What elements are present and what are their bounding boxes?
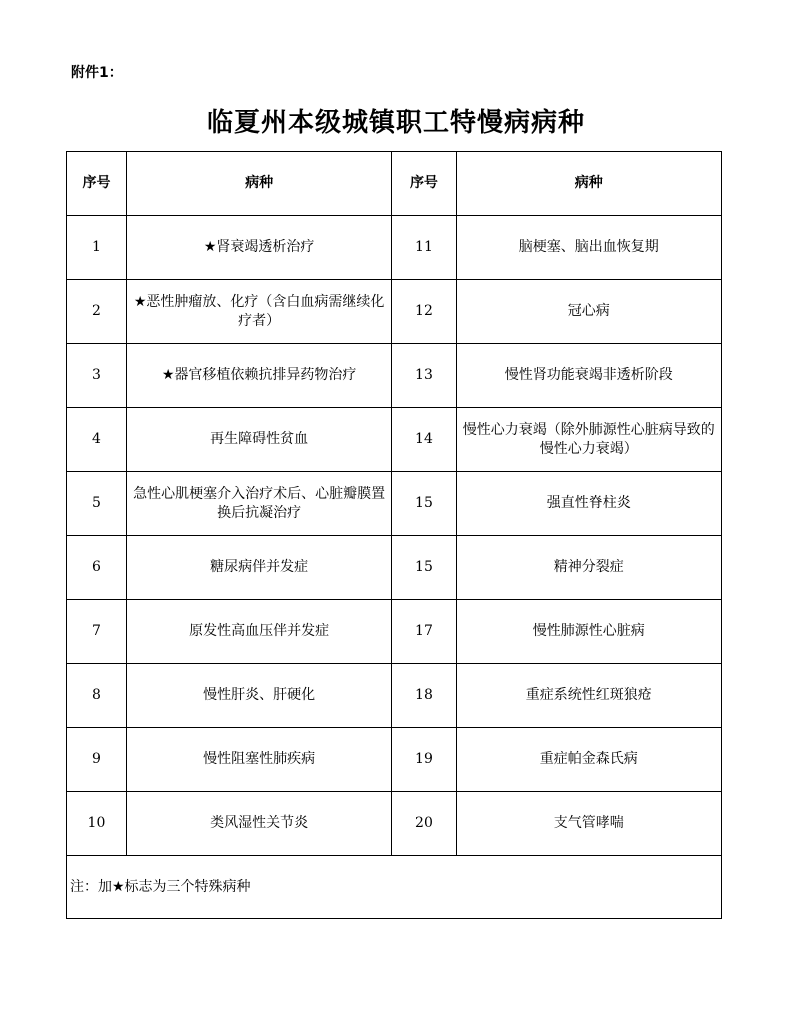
disease-name-left: 原发性高血压伴并发症 <box>126 600 391 664</box>
disease-name-left: 慢性阻塞性肺疾病 <box>126 728 391 792</box>
disease-name-left: ★恶性肿瘤放、化疗（含白血病需继续化疗者） <box>126 280 391 344</box>
row-number-left: 6 <box>67 536 127 600</box>
table-header-row <box>67 152 722 216</box>
table-row <box>67 216 722 280</box>
row-number-left: 10 <box>67 792 127 856</box>
disease-name-right: 慢性肺源性心脏病 <box>456 600 721 664</box>
row-number-right: 11 <box>392 216 456 280</box>
table-row <box>67 472 722 536</box>
disease-name-left: 再生障碍性贫血 <box>126 408 391 472</box>
disease-name-right: 强直性脊柱炎 <box>456 472 721 536</box>
disease-name-right: 脑梗塞、脑出血恢复期 <box>456 216 721 280</box>
row-number-right: 20 <box>392 792 456 856</box>
footnote: 注：加★标志为三个特殊病种 <box>67 856 722 919</box>
header-disease-right: 病种 <box>456 152 721 216</box>
disease-name-right: 重症系统性红斑狼疮 <box>456 664 721 728</box>
page-title: 临夏州本级城镇职工特慢病病种 <box>206 108 585 138</box>
row-number-right: 15 <box>392 536 456 600</box>
disease-name-right: 支气管哮喘 <box>456 792 721 856</box>
table-row <box>67 536 722 600</box>
disease-name-left: 急性心肌梗塞介入治疗术后、心脏瓣膜置换后抗凝治疗 <box>126 472 391 536</box>
note-row <box>67 856 722 919</box>
disease-name-right: 精神分裂症 <box>456 536 721 600</box>
row-number-right: 18 <box>392 664 456 728</box>
disease-name-right: 慢性肾功能衰竭非透析阶段 <box>456 344 721 408</box>
row-number-right: 14 <box>392 408 456 472</box>
row-number-left: 7 <box>67 600 127 664</box>
row-number-left: 1 <box>67 216 127 280</box>
row-number-right: 13 <box>392 344 456 408</box>
row-number-right: 17 <box>392 600 456 664</box>
table-row <box>67 664 722 728</box>
row-number-left: 5 <box>67 472 127 536</box>
table-row <box>67 792 722 856</box>
row-number-right: 19 <box>392 728 456 792</box>
disease-table <box>66 151 722 919</box>
table-row <box>67 408 722 472</box>
attachment-label: 附件1： <box>71 65 123 81</box>
table-row <box>67 728 722 792</box>
row-number-left: 3 <box>67 344 127 408</box>
disease-name-right: 慢性心力衰竭（除外肺源性心脏病导致的慢性心力衰竭） <box>456 408 721 472</box>
row-number-right: 15 <box>392 472 456 536</box>
disease-name-left: ★器官移植依赖抗排异药物治疗 <box>126 344 391 408</box>
disease-name-left: 糖尿病伴并发症 <box>126 536 391 600</box>
row-number-left: 8 <box>67 664 127 728</box>
header-no-right: 序号 <box>392 152 456 216</box>
disease-name-left: 类风湿性关节炎 <box>126 792 391 856</box>
row-number-right: 12 <box>392 280 456 344</box>
table-row <box>67 344 722 408</box>
header-disease-left: 病种 <box>126 152 391 216</box>
disease-name-left: 慢性肝炎、肝硬化 <box>126 664 391 728</box>
table-row <box>67 280 722 344</box>
header-no-left: 序号 <box>67 152 127 216</box>
disease-name-right: 冠心病 <box>456 280 721 344</box>
row-number-left: 9 <box>67 728 127 792</box>
disease-name-left: ★肾衰竭透析治疗 <box>126 216 391 280</box>
disease-name-right: 重症帕金森氏病 <box>456 728 721 792</box>
row-number-left: 4 <box>67 408 127 472</box>
table-row <box>67 600 722 664</box>
row-number-left: 2 <box>67 280 127 344</box>
